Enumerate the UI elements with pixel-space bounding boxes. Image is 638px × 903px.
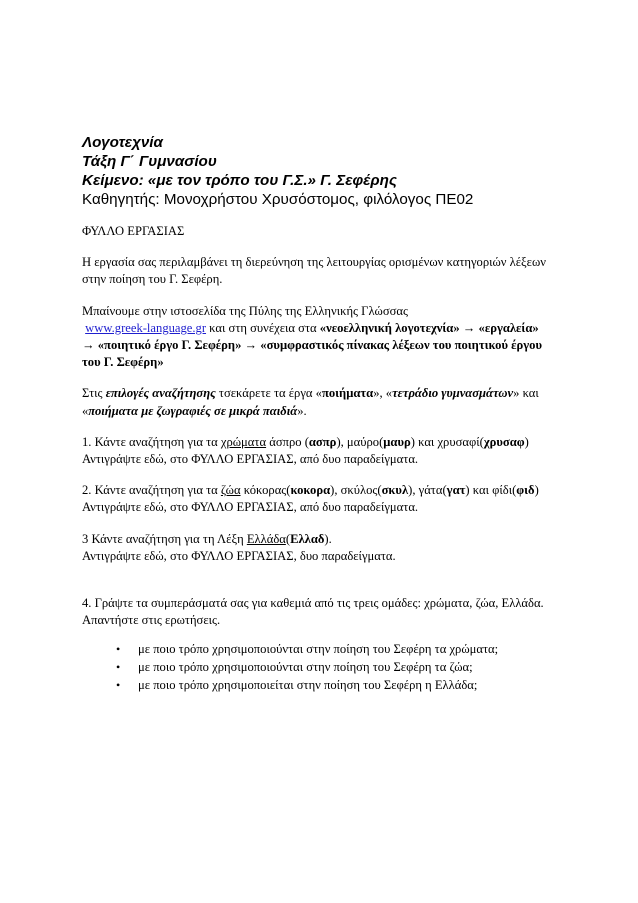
task-copy-instruction: Αντιγράψτε εδώ, στο ΦΥΛΛΟ ΕΡΓΑΣΙΑΣ, από δυο παραδείγματα. xyxy=(82,500,419,515)
work-exercise-book: τετράδιο γυμνασμάτων xyxy=(392,386,514,401)
text-title-heading: Κείμενο: «με τον τρόπο του Γ.Σ.» Γ. Σεφέρης xyxy=(82,172,397,189)
task-text: ). xyxy=(324,531,332,546)
task-text: 2. Κάντε αναζήτηση για τα xyxy=(82,483,221,498)
path-step-seferis-work: «ποιητικό έργο Γ. Σεφέρη» xyxy=(97,338,242,353)
path-step-concordance: «συμφραστικός πίνακας λέξεων του ποιητικού έργου του Γ. Σεφέρη» xyxy=(82,338,542,370)
grade-heading: Τάξη Γ΄ Γυμνασίου xyxy=(82,153,217,170)
bullet-icon: • xyxy=(116,642,121,657)
task-text: ( xyxy=(285,531,291,546)
task-copy-instruction: Αντιγράψτε εδώ, στο ΦΥΛΛΟ ΕΡΓΑΣΙΑΣ, από δυο παραδείγματα. xyxy=(82,452,419,467)
question-item xyxy=(82,640,552,658)
search-options-paragraph xyxy=(82,385,552,419)
search-options-text: Στις xyxy=(82,386,106,401)
bullet-icon: • xyxy=(116,678,121,693)
task-1 xyxy=(82,434,552,468)
search-term: φιδ xyxy=(516,483,535,498)
task-3 xyxy=(82,531,552,565)
task-category: χρώματα xyxy=(220,434,267,449)
search-term: γατ xyxy=(446,483,466,498)
task-text: ) και χρυσαφί( xyxy=(410,434,484,449)
work-poems-for-children: ποιήματα με ζωγραφιές σε μικρά παιδιά xyxy=(88,403,298,418)
instructions-middle: και στη συνέχεια στα xyxy=(206,320,320,335)
teacher-line: Καθηγητής: Μονοχρήστου Χρυσόστομος, φιλόλογος ΠΕ02 xyxy=(82,191,474,208)
instructions-paragraph xyxy=(82,303,552,372)
task-copy-instruction: Αντιγράψτε εδώ, στο ΦΥΛΛΟ ΕΡΓΑΣΙΑΣ, δυο παραδείγματα. xyxy=(82,548,396,563)
task-text: ) xyxy=(534,483,539,498)
search-options-label: επιλογές αναζήτησης xyxy=(105,386,216,401)
task-text: ) και φίδι( xyxy=(465,483,517,498)
search-options-text: » και « xyxy=(82,386,539,418)
subject-heading: Λογοτεχνία xyxy=(82,134,163,151)
path-arrow: → xyxy=(459,320,479,335)
question-item xyxy=(82,676,552,694)
search-term: χρυσαφ xyxy=(483,434,525,449)
search-options-text: ». xyxy=(297,403,307,418)
question-text: με ποιο τρόπο χρησιμοποιούνται στην ποίηση του Σεφέρη τα ζώα; xyxy=(138,660,473,675)
task-text: ), γάτα( xyxy=(408,483,447,498)
question-text: με ποιο τρόπο χρησιμοποιείται στην ποίηση του Σεφέρη η Ελλάδα; xyxy=(138,678,478,693)
search-term: κοκορα xyxy=(290,483,331,498)
path-arrow: → xyxy=(241,338,261,353)
path-arrow: → xyxy=(82,338,98,353)
search-options-text: », « xyxy=(373,386,393,401)
task-text: 3 Κάντε αναζήτηση για τη Λέξη xyxy=(82,531,247,546)
task-text: ) xyxy=(524,434,529,449)
search-term: σκυλ xyxy=(381,483,409,498)
questions-list xyxy=(82,640,552,694)
search-options-text: τσεκάρετε τα έργα « xyxy=(215,386,322,401)
search-term: ασπρ xyxy=(308,434,337,449)
question-item xyxy=(82,658,552,676)
search-term: Ελλαδ xyxy=(290,531,325,546)
worksheet-title: ΦΥΛΛΟ ΕΡΓΑΣΙΑΣ xyxy=(82,224,185,238)
task-text: κόκορας( xyxy=(240,483,291,498)
task-text: άσπρο ( xyxy=(266,434,309,449)
task-text: 1. Κάντε αναζήτηση για τα xyxy=(82,434,221,449)
search-term: μαυρ xyxy=(383,434,411,449)
task-4: 4. Γράψτε τα συμπεράσματά σας για καθεμιά από τις τρεις ομάδες: χρώματα, ζώα, Ελλάδα. Απαντήστε στις ερωτήσεις. xyxy=(82,596,544,628)
path-step-tools: «εργαλεία» xyxy=(478,320,539,335)
work-poems: ποιήματα xyxy=(321,386,374,401)
task-category: Ελλάδα xyxy=(246,531,286,546)
greek-language-link[interactable]: www.greek-language.gr xyxy=(85,320,207,335)
task-category: ζώα xyxy=(220,483,241,498)
task-text: ), σκύλος( xyxy=(330,483,382,498)
worksheet-page xyxy=(82,133,552,694)
task-text: ), μαύρο( xyxy=(336,434,384,449)
path-step-literature: «νεοελληνική λογοτεχνία» xyxy=(319,320,460,335)
intro-paragraph: Η εργασία σας περιλαμβάνει τη διερεύνηση της λειτουργίας ορισμένων κατηγοριών λέξεων στην ποίηση του Γ. Σεφέρη. xyxy=(82,255,546,287)
question-text: με ποιο τρόπο χρησιμοποιούνται στην ποίηση του Σεφέρη τα χρώματα; xyxy=(138,642,499,657)
instructions-prefix: Μπαίνουμε στην ιστοσελίδα της Πύλης της Ελληνικής Γλώσσας xyxy=(82,303,409,318)
bullet-icon: • xyxy=(116,660,121,675)
task-2 xyxy=(82,482,552,516)
